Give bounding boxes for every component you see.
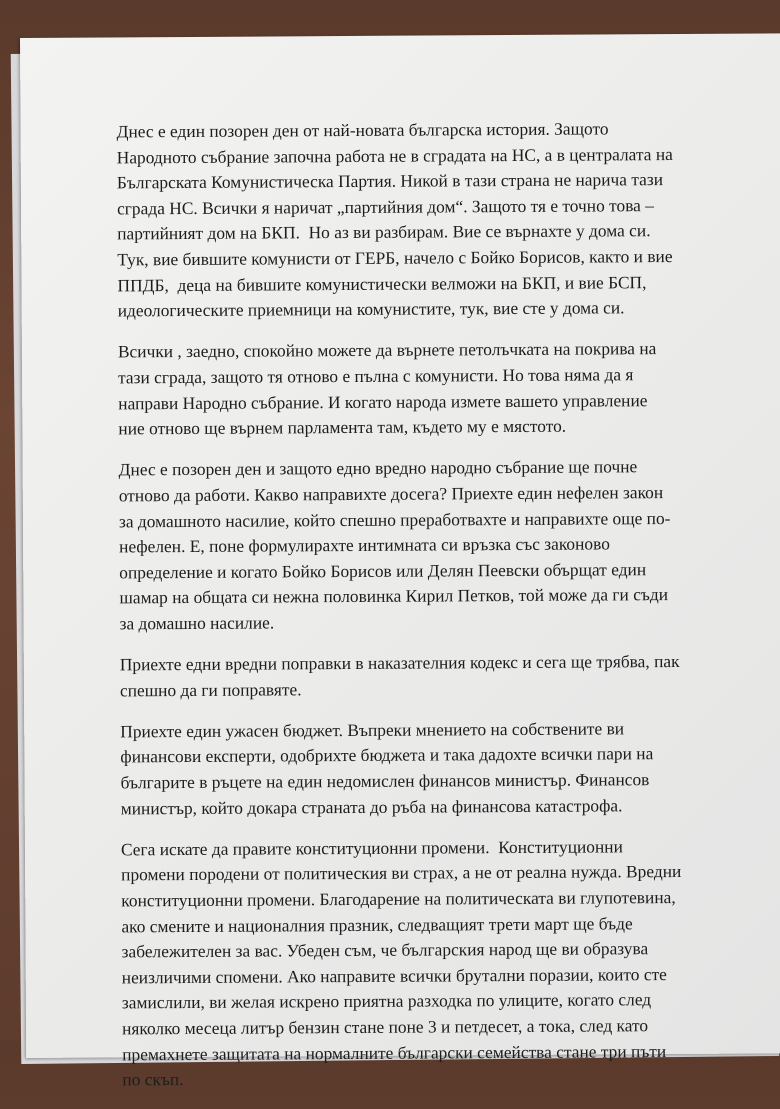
text-line: по скъп. [122,1069,184,1090]
paper-sheet [20,33,780,1090]
text-line: направи Народно събрание. И когато народа измете вашето управление [118,389,648,413]
text-line: ППДБ, деца на бившите комунистически велможи на БКП, и вие БСП, [117,271,647,295]
text-line: партийният дом на БКП. Но аз ви разбирам. Вие се върнахте у дома си. [117,220,651,244]
text-line: Приехте един ужасен бюджет. Въпреки мнението на собствените ви [120,718,625,742]
text-line: Сега искате да правите конституционни промени. Конституционни [120,836,623,860]
text-line: няколко месеца литър бензин стане поне 3 и петдесет, а тока, след като [121,1015,649,1039]
text-line: за домашно насилие. [119,612,275,634]
text-line: промени породени от политическия ви страх, а не от реална нужда. Вредни [121,861,682,885]
paragraph [119,454,760,637]
text-line: конституционни промени. Благодарение на политическата ви глупотевина, [121,887,676,911]
paragraph [121,833,763,1093]
text-line: замислили, ви желая искрено приятна разходка по улиците, когато след [121,989,652,1013]
text-line: неизличими спомени. Ако направите всички брутални поразии, които сте [121,963,667,988]
paragraph [120,649,760,704]
text-line: министър, който докара страната до ръба на финансова катастрофа. [120,794,623,819]
text-line: Приехте едни вредни поправки в наказателния кодекс и сега ще трябва, пак [119,651,680,675]
text-line: Българската Комунистическа Партия. Никой в тази страна не нарича тази [116,169,664,193]
text-line: спешно да ги поправяте. [119,678,302,701]
text-line: ние отново ще върнем парламента там, където му е мястото. [118,415,567,439]
text-line: ако смените и националния празник, следващият трети март ще бъде [121,912,633,936]
document-body [116,116,762,1109]
text-line: определение и когато Бойко Борисов или Делян Пеевски обърщат един [119,558,647,583]
text-line: отново да работи. Какво направихте досега? Приехте един нефелен закон [118,481,664,506]
text-line: българите в ръцете на един недомислен финансов министър. Финансов [120,769,650,793]
text-line: Всички , заедно, спокойно можете да върнете петолъчката на покрива на [117,338,657,362]
text-line: за домашното насилие, който спешно преработвахте и направихте още по- [118,507,671,531]
paragraph [116,116,757,325]
text-line: Народното събрание започна работа не в сградата на НС, а в централата на [116,143,673,168]
text-line: тази сграда, защото тя отново е пълна с комунисти. Но това няма да я [118,364,634,388]
paragraph [118,336,759,442]
text-line: шамар на общата си нежна половинка Кирил Петков, той може да ги съди [119,584,669,608]
text-line: нефелен. Е, поне формулирахте интимната си връзка със законово [119,533,610,557]
text-line: сграда НС. Всички я наричат „партийния дом“. Защото тя е точно това – [116,194,654,219]
paragraph [120,715,761,821]
text-line: Тук, вие бившите комунисти от ГЕРБ, начело с Бойко Борисов, както и вие [117,245,673,270]
text-line: Днес е един позорен ден от най-новата българска история. Защото [116,118,609,142]
text-line: премахнете защитата на нормалните български семейства стане три пъти [122,1040,667,1064]
text-line: забележителен за вас. Убеден съм, че българския народ ще ви образува [121,938,649,962]
text-line: идеологическите приемници на комунистите, тук, вие сте у дома си. [117,297,625,321]
text-line: финансови експерти, одобрихте бюджета и така дадохте всички пари на [120,743,654,767]
text-line: Днес е позорен ден и защото едно вредно народно събрание ще почне [118,456,638,480]
